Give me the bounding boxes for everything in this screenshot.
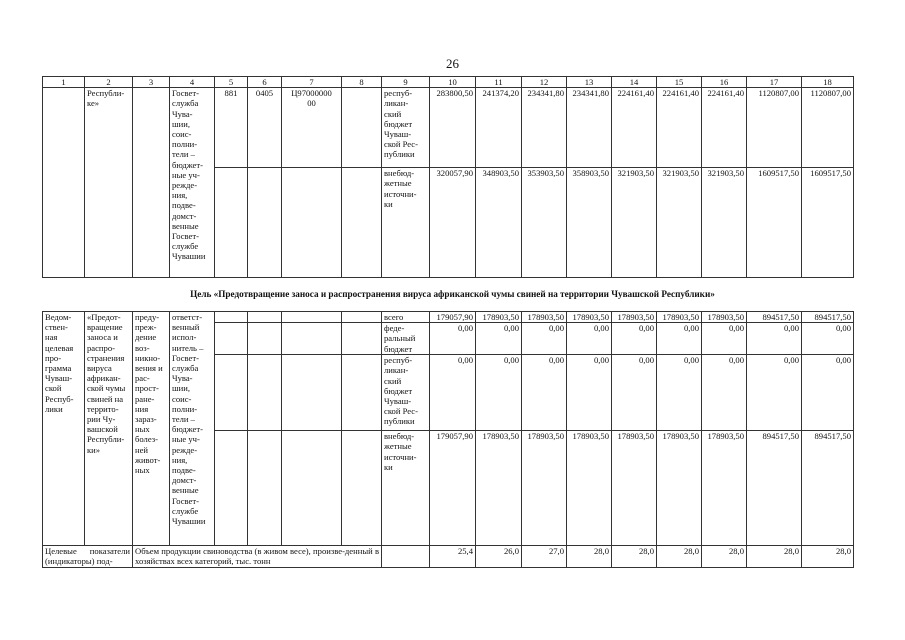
value-cell: 234341,80 <box>567 88 612 168</box>
page-number: 26 <box>446 56 459 71</box>
value-cell: 0,00 <box>522 355 567 431</box>
value-cell: 894517,50 <box>802 312 854 323</box>
source-cell: внебюд- жетные источни- ки <box>382 431 430 546</box>
table-row <box>43 312 854 323</box>
column-number-cell: 8 <box>342 77 382 88</box>
value-cell: 358903,50 <box>567 168 612 278</box>
value-cell: 0,00 <box>612 355 657 431</box>
table-cell <box>342 355 382 431</box>
program-name-cell: «Предот- вращение заноса и распро- странения вируса африкан- ской чумы свиней на террито- рии Чу- вашской Республи- ки» <box>85 312 133 546</box>
value-cell: 320057,90 <box>430 168 476 278</box>
value-cell: 178903,50 <box>612 431 657 546</box>
value-cell: 1609517,50 <box>747 168 802 278</box>
indicator-value-cell: 28,0 <box>702 546 747 568</box>
target-article-cell: Ц97000000 00 <box>282 88 342 168</box>
value-cell: 0,00 <box>430 323 476 355</box>
table-cell <box>342 323 382 355</box>
value-cell: 178903,50 <box>476 312 522 323</box>
table-cell <box>248 355 282 431</box>
indicator-value-cell: 26,0 <box>476 546 522 568</box>
value-cell: 283800,50 <box>430 88 476 168</box>
value-cell: 241374,20 <box>476 88 522 168</box>
value-cell: 0,00 <box>430 355 476 431</box>
column-number-cell: 5 <box>215 77 248 88</box>
value-cell: 1120807,00 <box>747 88 802 168</box>
value-cell: 0,00 <box>612 323 657 355</box>
value-cell: 179057,90 <box>430 312 476 323</box>
table-cell <box>342 168 382 278</box>
table-cell <box>248 312 282 323</box>
column-number-cell: 15 <box>657 77 702 88</box>
value-cell: 894517,50 <box>802 431 854 546</box>
column-number-cell: 4 <box>170 77 215 88</box>
indicator-text-cell: Объем продукции свиноводства (в живом весе), произве-денный в хозяйствах всех категорий, тыс. тонн <box>133 546 382 568</box>
value-cell: 178903,50 <box>567 312 612 323</box>
value-cell: 0,00 <box>802 355 854 431</box>
value-cell: 0,00 <box>802 323 854 355</box>
table-cell <box>282 431 342 546</box>
value-cell: 0,00 <box>522 323 567 355</box>
table-cell <box>248 431 282 546</box>
value-cell: 1609517,50 <box>802 168 854 278</box>
value-cell: 0,00 <box>567 323 612 355</box>
column-number-cell: 3 <box>133 77 170 88</box>
column-number-cell: 18 <box>802 77 854 88</box>
table-cell <box>342 312 382 323</box>
value-cell: 178903,50 <box>522 312 567 323</box>
column-number-cell: 7 <box>282 77 342 88</box>
value-cell: 894517,50 <box>747 312 802 323</box>
value-cell: 178903,50 <box>567 431 612 546</box>
source-cell: респуб- ликан- ский бюджет Чуваш- ской Рес- публики <box>382 355 430 431</box>
value-cell: 0,00 <box>702 355 747 431</box>
value-cell: 0,00 <box>657 355 702 431</box>
value-cell: 178903,50 <box>522 431 567 546</box>
column-number-cell: 6 <box>248 77 282 88</box>
table-cell <box>133 88 170 278</box>
executor-cell: ответст- венный испол- нитель – Госвет- служба Чува- шии, соис- полни- тели – бюджет- ные уч- режде- ния, подве- домст- венные Госвет- службе Чувашии <box>170 312 215 546</box>
value-cell: 321903,50 <box>612 168 657 278</box>
column-number-cell: 14 <box>612 77 657 88</box>
source-cell: внебюд- жетные источни- ки <box>382 168 430 278</box>
value-cell: 178903,50 <box>476 431 522 546</box>
column-number-cell: 17 <box>747 77 802 88</box>
indicator-value-cell: 27,0 <box>522 546 567 568</box>
table-cell <box>215 431 248 546</box>
value-cell: 178903,50 <box>702 312 747 323</box>
program-name-cell: Республи- ке» <box>85 88 133 278</box>
table-cell <box>342 88 382 168</box>
budget-table-goal <box>42 311 854 568</box>
table-cell <box>215 168 248 278</box>
value-cell: 179057,90 <box>430 431 476 546</box>
column-number-row <box>43 77 854 88</box>
section-code-cell: 0405 <box>248 88 282 168</box>
value-cell: 0,00 <box>476 355 522 431</box>
table-cell <box>282 355 342 431</box>
value-cell: 0,00 <box>702 323 747 355</box>
source-cell: феде- ральный бюджет <box>382 323 430 355</box>
indicator-value-cell: 28,0 <box>802 546 854 568</box>
column-number-cell: 9 <box>382 77 430 88</box>
indicator-value-cell: 28,0 <box>747 546 802 568</box>
column-number-cell: 10 <box>430 77 476 88</box>
value-cell: 234341,80 <box>522 88 567 168</box>
grbs-code-cell: 881 <box>215 88 248 168</box>
value-cell: 348903,50 <box>476 168 522 278</box>
table-cell <box>382 546 430 568</box>
column-number-cell: 13 <box>567 77 612 88</box>
value-cell: 0,00 <box>476 323 522 355</box>
value-cell: 353903,50 <box>522 168 567 278</box>
column-number-cell: 11 <box>476 77 522 88</box>
column-number-cell: 12 <box>522 77 567 88</box>
table-cell <box>342 431 382 546</box>
value-cell: 224161,40 <box>702 88 747 168</box>
value-cell: 894517,50 <box>747 431 802 546</box>
table-cell <box>282 323 342 355</box>
value-cell: 224161,40 <box>657 88 702 168</box>
value-cell: 178903,50 <box>702 431 747 546</box>
value-cell: 0,00 <box>567 355 612 431</box>
table-cell <box>282 168 342 278</box>
value-cell: 178903,50 <box>612 312 657 323</box>
value-cell: 178903,50 <box>657 312 702 323</box>
column-number-cell: 16 <box>702 77 747 88</box>
indicator-label-cell: Целевые показатели (индикаторы) под- <box>43 546 133 568</box>
section-title: Цель «Предотвращение заноса и распространения вируса африканской чумы свиней на территории Чувашской Республики» <box>190 289 715 299</box>
table-cell <box>248 168 282 278</box>
table-cell <box>282 312 342 323</box>
value-cell: 0,00 <box>747 355 802 431</box>
source-cell: всего <box>382 312 430 323</box>
source-cell: респуб- ликан- ский бюджет Чуваш- ской Рес- публики <box>382 88 430 168</box>
indicator-row <box>43 546 854 568</box>
table-row <box>43 88 854 168</box>
program-type-cell: Ведом- ствен- ная целевая про- грамма Чуваш- ской Респуб- лики <box>43 312 85 546</box>
indicator-value-cell: 28,0 <box>657 546 702 568</box>
value-cell: 0,00 <box>657 323 702 355</box>
table-cell <box>215 312 248 323</box>
value-cell: 224161,40 <box>612 88 657 168</box>
table-cell <box>43 88 85 278</box>
column-number-cell: 2 <box>85 77 133 88</box>
column-number-cell: 1 <box>43 77 85 88</box>
table-cell <box>215 323 248 355</box>
budget-table-top <box>42 76 854 278</box>
table-cell <box>248 323 282 355</box>
indicator-value-cell: 28,0 <box>567 546 612 568</box>
indicator-value-cell: 25,4 <box>430 546 476 568</box>
value-cell: 321903,50 <box>657 168 702 278</box>
executor-cell: Госвет- служба Чува- шии, соис- полни- тели – бюджет- ные уч- режде- ния, подве- домст- венные Госвет- службе Чувашии <box>170 88 215 278</box>
value-cell: 321903,50 <box>702 168 747 278</box>
table-cell <box>215 355 248 431</box>
value-cell: 178903,50 <box>657 431 702 546</box>
indicator-value-cell: 28,0 <box>612 546 657 568</box>
value-cell: 0,00 <box>747 323 802 355</box>
value-cell: 1120807,00 <box>802 88 854 168</box>
goal-cell: преду- преж- дение воз- никно- вения и рас- прост- ране- ния зараз- ных болез- ней живот- ных <box>133 312 170 546</box>
